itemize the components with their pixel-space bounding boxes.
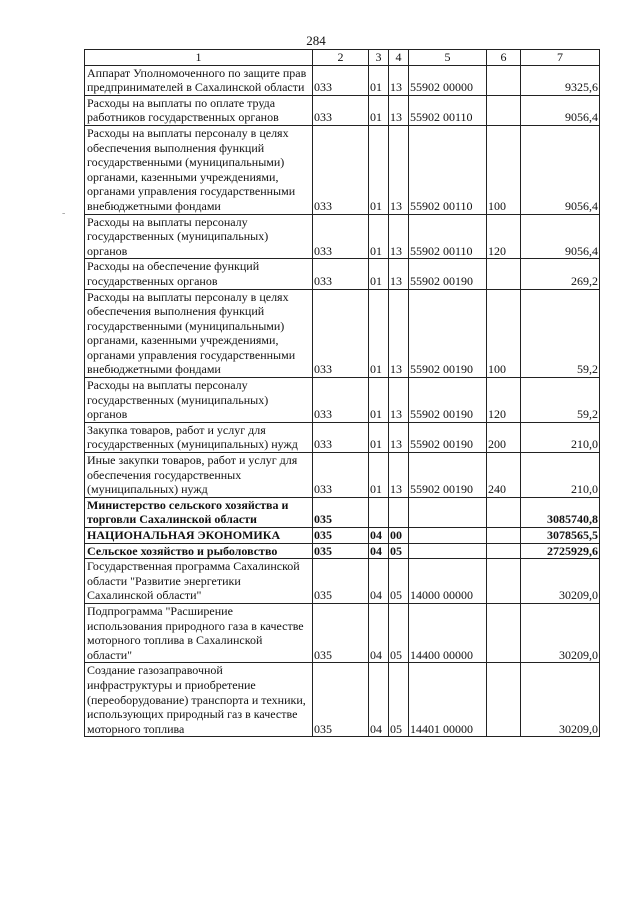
- table-row: [85, 125, 600, 214]
- expense-type-cell: [487, 497, 521, 527]
- subsection-cell: 00: [389, 528, 409, 544]
- subsection-cell: 13: [389, 65, 409, 95]
- expense-type-cell: [487, 543, 521, 559]
- amount-cell: 59,2: [521, 289, 600, 378]
- expense-type-cell: 100: [487, 289, 521, 378]
- table-row: [85, 497, 600, 527]
- subsection-cell: 13: [389, 378, 409, 423]
- subsection-cell: 05: [389, 559, 409, 604]
- row-name-cell: Закупка товаров, работ и услуг для государственных (муниципальных) нужд: [85, 422, 313, 452]
- amount-cell: 30209,0: [521, 663, 600, 737]
- amount-cell: 3078565,5: [521, 528, 600, 544]
- table-row: [85, 214, 600, 259]
- subsection-cell: 13: [389, 95, 409, 125]
- table-row: [85, 453, 600, 498]
- amount-cell: 30209,0: [521, 603, 600, 662]
- ministry-code-cell: 033: [313, 453, 369, 498]
- row-name-cell: Иные закупки товаров, работ и услуг для обеспечения государственных (муниципальных) нужд: [85, 453, 313, 498]
- table-header-row: [85, 50, 600, 66]
- expense-type-cell: [487, 603, 521, 662]
- amount-cell: 9325,6: [521, 65, 600, 95]
- target-article-cell: 55902 00190: [409, 289, 487, 378]
- table-row: [85, 663, 600, 737]
- target-article-cell: 55902 00000: [409, 65, 487, 95]
- row-name-cell: Создание газозаправочной инфраструктуры и приобретение (переоборудование) транспорта и техники, использующих природный газ в качестве моторного топлива: [85, 663, 313, 737]
- expense-type-cell: [487, 663, 521, 737]
- expense-type-cell: 100: [487, 125, 521, 214]
- amount-cell: 210,0: [521, 453, 600, 498]
- target-article-cell: 55902 00110: [409, 125, 487, 214]
- subsection-cell: 13: [389, 289, 409, 378]
- amount-cell: 210,0: [521, 422, 600, 452]
- ministry-code-cell: 035: [313, 497, 369, 527]
- table-row: [85, 95, 600, 125]
- ministry-code-cell: 033: [313, 125, 369, 214]
- row-name-cell: НАЦИОНАЛЬНАЯ ЭКОНОМИКА: [85, 528, 313, 544]
- amount-cell: 59,2: [521, 378, 600, 423]
- table-row: [85, 422, 600, 452]
- amount-cell: 269,2: [521, 259, 600, 289]
- page-number: 284: [306, 33, 326, 48]
- section-cell: 01: [369, 95, 389, 125]
- section-cell: 01: [369, 378, 389, 423]
- subsection-cell: 13: [389, 214, 409, 259]
- target-article-cell: [409, 543, 487, 559]
- target-article-cell: [409, 497, 487, 527]
- row-name-cell: Расходы на выплаты персоналу в целях обеспечения выполнения функций государственными (муниципальными) органами, казенными учреждениями, органами управления государственными внебюджетными фондами: [85, 289, 313, 378]
- section-cell: 04: [369, 603, 389, 662]
- amount-cell: 9056,4: [521, 95, 600, 125]
- subsection-cell: 05: [389, 663, 409, 737]
- expense-type-cell: [487, 528, 521, 544]
- table-body: [85, 65, 600, 737]
- ministry-code-cell: 035: [313, 663, 369, 737]
- column-header: 2: [313, 50, 369, 66]
- column-header: 7: [521, 50, 600, 66]
- target-article-cell: 14000 00000: [409, 559, 487, 604]
- scan-speck: -: [62, 208, 66, 219]
- table-row: [85, 65, 600, 95]
- ministry-code-cell: 035: [313, 559, 369, 604]
- section-cell: 01: [369, 422, 389, 452]
- section-cell: 01: [369, 125, 389, 214]
- expense-type-cell: 120: [487, 214, 521, 259]
- section-cell: 04: [369, 528, 389, 544]
- row-name-cell: Сельское хозяйство и рыболовство: [85, 543, 313, 559]
- amount-cell: 3085740,8: [521, 497, 600, 527]
- row-name-cell: Государственная программа Сахалинской области "Развитие энергетики Сахалинской области": [85, 559, 313, 604]
- section-cell: 01: [369, 214, 389, 259]
- table-row: [85, 528, 600, 544]
- expense-type-cell: [487, 559, 521, 604]
- subsection-cell: 05: [389, 603, 409, 662]
- column-header: 1: [85, 50, 313, 66]
- table-row: [85, 378, 600, 423]
- section-cell: 01: [369, 65, 389, 95]
- amount-cell: 30209,0: [521, 559, 600, 604]
- target-article-cell: 55902 00190: [409, 453, 487, 498]
- amount-cell: 2725929,6: [521, 543, 600, 559]
- section-cell: 01: [369, 259, 389, 289]
- table-row: [85, 603, 600, 662]
- row-name-cell: Расходы на выплаты по оплате труда работников государственных органов: [85, 95, 313, 125]
- expense-type-cell: 240: [487, 453, 521, 498]
- ministry-code-cell: 033: [313, 378, 369, 423]
- section-cell: 01: [369, 289, 389, 378]
- row-name-cell: Подпрограмма "Расширение использования природного газа в качестве моторного топлива в Сахалинской области": [85, 603, 313, 662]
- target-article-cell: 55902 00110: [409, 214, 487, 259]
- table-row: [85, 289, 600, 378]
- table-row: [85, 559, 600, 604]
- target-article-cell: 55902 00110: [409, 95, 487, 125]
- target-article-cell: 55902 00190: [409, 422, 487, 452]
- row-name-cell: Расходы на обеспечение функций государственных органов: [85, 259, 313, 289]
- expense-type-cell: [487, 95, 521, 125]
- target-article-cell: [409, 528, 487, 544]
- section-cell: [369, 497, 389, 527]
- expense-type-cell: 120: [487, 378, 521, 423]
- table-row: [85, 543, 600, 559]
- expense-type-cell: [487, 65, 521, 95]
- ministry-code-cell: 035: [313, 528, 369, 544]
- row-name-cell: Министерство сельского хозяйства и торговли Сахалинской области: [85, 497, 313, 527]
- subsection-cell: 05: [389, 543, 409, 559]
- column-header: 6: [487, 50, 521, 66]
- target-article-cell: 55902 00190: [409, 259, 487, 289]
- column-header: 4: [389, 50, 409, 66]
- row-name-cell: Расходы на выплаты персоналу в целях обеспечения выполнения функций государственными (муниципальными) органами, казенными учреждениями, органами управления государственными внебюджетными фондами: [85, 125, 313, 214]
- row-name-cell: Расходы на выплаты персоналу государственных (муниципальных) органов: [85, 378, 313, 423]
- column-header: 3: [369, 50, 389, 66]
- subsection-cell: 13: [389, 422, 409, 452]
- target-article-cell: 55902 00190: [409, 378, 487, 423]
- expense-type-cell: [487, 259, 521, 289]
- ministry-code-cell: 033: [313, 289, 369, 378]
- subsection-cell: [389, 497, 409, 527]
- target-article-cell: 14400 00000: [409, 603, 487, 662]
- ministry-code-cell: 033: [313, 65, 369, 95]
- ministry-code-cell: 035: [313, 603, 369, 662]
- section-cell: 04: [369, 559, 389, 604]
- section-cell: 04: [369, 543, 389, 559]
- column-header: 5: [409, 50, 487, 66]
- ministry-code-cell: 033: [313, 95, 369, 125]
- row-name-cell: Аппарат Уполномоченного по защите прав предпринимателей в Сахалинской области: [85, 65, 313, 95]
- ministry-code-cell: 035: [313, 543, 369, 559]
- budget-table: [84, 49, 600, 737]
- subsection-cell: 13: [389, 453, 409, 498]
- table-row: [85, 259, 600, 289]
- ministry-code-cell: 033: [313, 214, 369, 259]
- ministry-code-cell: 033: [313, 422, 369, 452]
- section-cell: 01: [369, 453, 389, 498]
- subsection-cell: 13: [389, 125, 409, 214]
- amount-cell: 9056,4: [521, 125, 600, 214]
- row-name-cell: Расходы на выплаты персоналу государственных (муниципальных) органов: [85, 214, 313, 259]
- target-article-cell: 14401 00000: [409, 663, 487, 737]
- amount-cell: 9056,4: [521, 214, 600, 259]
- subsection-cell: 13: [389, 259, 409, 289]
- ministry-code-cell: 033: [313, 259, 369, 289]
- section-cell: 04: [369, 663, 389, 737]
- expense-type-cell: 200: [487, 422, 521, 452]
